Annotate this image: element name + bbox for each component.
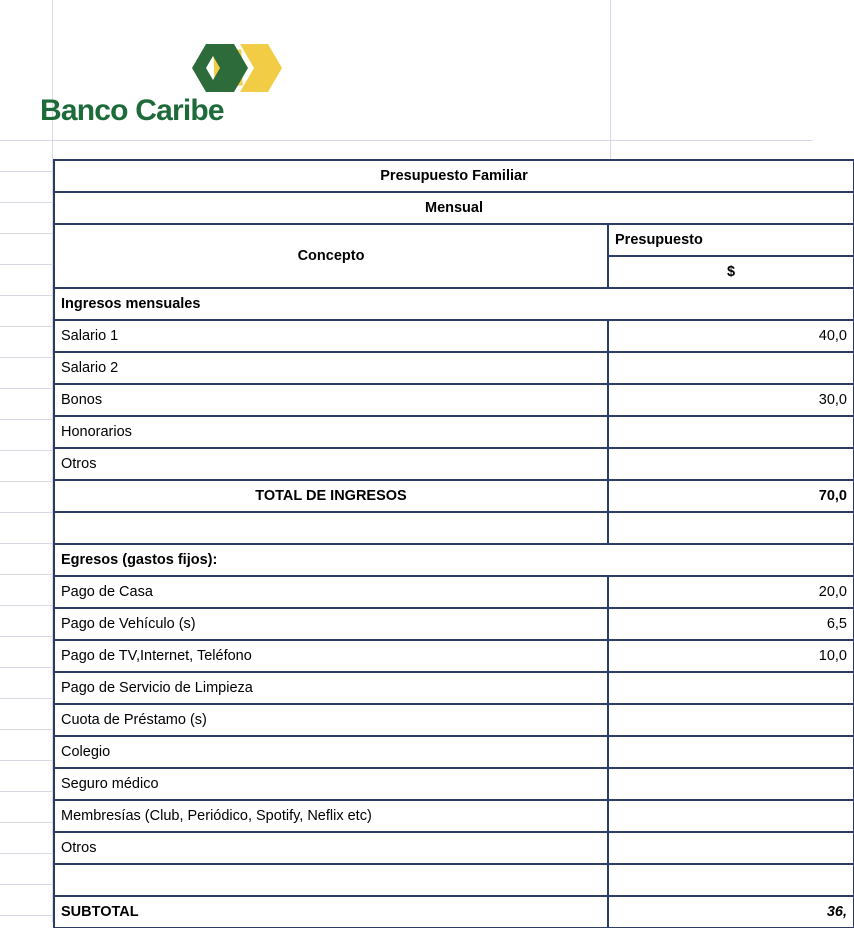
- sheet-period: Mensual: [54, 192, 854, 224]
- row-label: Pago de Casa: [54, 576, 608, 608]
- spacer-cell: [608, 512, 854, 544]
- row-value[interactable]: 40,0: [608, 320, 854, 352]
- banco-caribe-chevron-logo-icon: [192, 42, 282, 94]
- spacer-row: [54, 512, 854, 544]
- table-row-expense-section: [54, 544, 854, 576]
- table-row-period: [54, 192, 854, 224]
- column-header-concepto: Concepto: [54, 224, 608, 288]
- section-header-egresos: Egresos (gastos fijos):: [54, 544, 854, 576]
- table-row[interactable]: [54, 704, 854, 736]
- row-value[interactable]: [608, 768, 854, 800]
- row-value[interactable]: 30,0: [608, 384, 854, 416]
- table-row[interactable]: [54, 768, 854, 800]
- table-row[interactable]: [54, 608, 854, 640]
- brand-block: [40, 42, 282, 126]
- table-row[interactable]: [54, 736, 854, 768]
- total-ingresos-label: TOTAL DE INGRESOS: [54, 480, 608, 512]
- row-label: Pago de TV,Internet, Teléfono: [54, 640, 608, 672]
- row-value[interactable]: [608, 832, 854, 864]
- row-value[interactable]: [608, 672, 854, 704]
- table-row[interactable]: [54, 352, 854, 384]
- section-header-ingresos: Ingresos mensuales: [54, 288, 854, 320]
- row-value[interactable]: [608, 736, 854, 768]
- row-value[interactable]: 6,5: [608, 608, 854, 640]
- row-value[interactable]: 10,0: [608, 640, 854, 672]
- row-value[interactable]: [608, 864, 854, 896]
- row-label: Salario 2: [54, 352, 608, 384]
- subtotal-label: SUBTOTAL: [54, 896, 608, 928]
- row-label: Otros: [54, 832, 608, 864]
- table-row[interactable]: [54, 672, 854, 704]
- row-value[interactable]: 20,0: [608, 576, 854, 608]
- column-header-presupuesto: Presupuesto: [608, 224, 854, 256]
- row-label: Pago de Vehículo (s): [54, 608, 608, 640]
- presupuesto-familiar-table: [54, 160, 854, 928]
- table-row-total-ingresos: [54, 480, 854, 512]
- table-row-income-section: [54, 288, 854, 320]
- row-value[interactable]: [608, 800, 854, 832]
- table-row[interactable]: [54, 832, 854, 864]
- column-header-currency: $: [608, 256, 854, 288]
- row-value[interactable]: [608, 416, 854, 448]
- table-row-title: [54, 160, 854, 192]
- row-label: Cuota de Préstamo (s): [54, 704, 608, 736]
- spacer-cell: [54, 512, 608, 544]
- row-value[interactable]: [608, 352, 854, 384]
- total-ingresos-value: 70,0: [608, 480, 854, 512]
- table-row-header: [54, 224, 854, 256]
- row-label: Colegio: [54, 736, 608, 768]
- table-row[interactable]: [54, 800, 854, 832]
- row-value[interactable]: [608, 448, 854, 480]
- table-row[interactable]: [54, 640, 854, 672]
- table-row[interactable]: [54, 576, 854, 608]
- table-row[interactable]: [54, 416, 854, 448]
- table-row-subtotal: [54, 896, 854, 928]
- sheet-title: Presupuesto Familiar: [54, 160, 854, 192]
- row-label: Membresías (Club, Periódico, Spotify, Neflix etc): [54, 800, 608, 832]
- row-label: [54, 864, 608, 896]
- row-value[interactable]: [608, 704, 854, 736]
- table-row[interactable]: [54, 448, 854, 480]
- row-label: Bonos: [54, 384, 608, 416]
- subtotal-value: 36,: [608, 896, 854, 928]
- brand-name: Banco Caribe: [40, 94, 224, 127]
- table-row[interactable]: [54, 320, 854, 352]
- row-label: Otros: [54, 448, 608, 480]
- table-row[interactable]: [54, 384, 854, 416]
- row-label: Honorarios: [54, 416, 608, 448]
- row-label: Seguro médico: [54, 768, 608, 800]
- row-label: Salario 1: [54, 320, 608, 352]
- table-row[interactable]: [54, 864, 854, 896]
- row-label: Pago de Servicio de Limpieza: [54, 672, 608, 704]
